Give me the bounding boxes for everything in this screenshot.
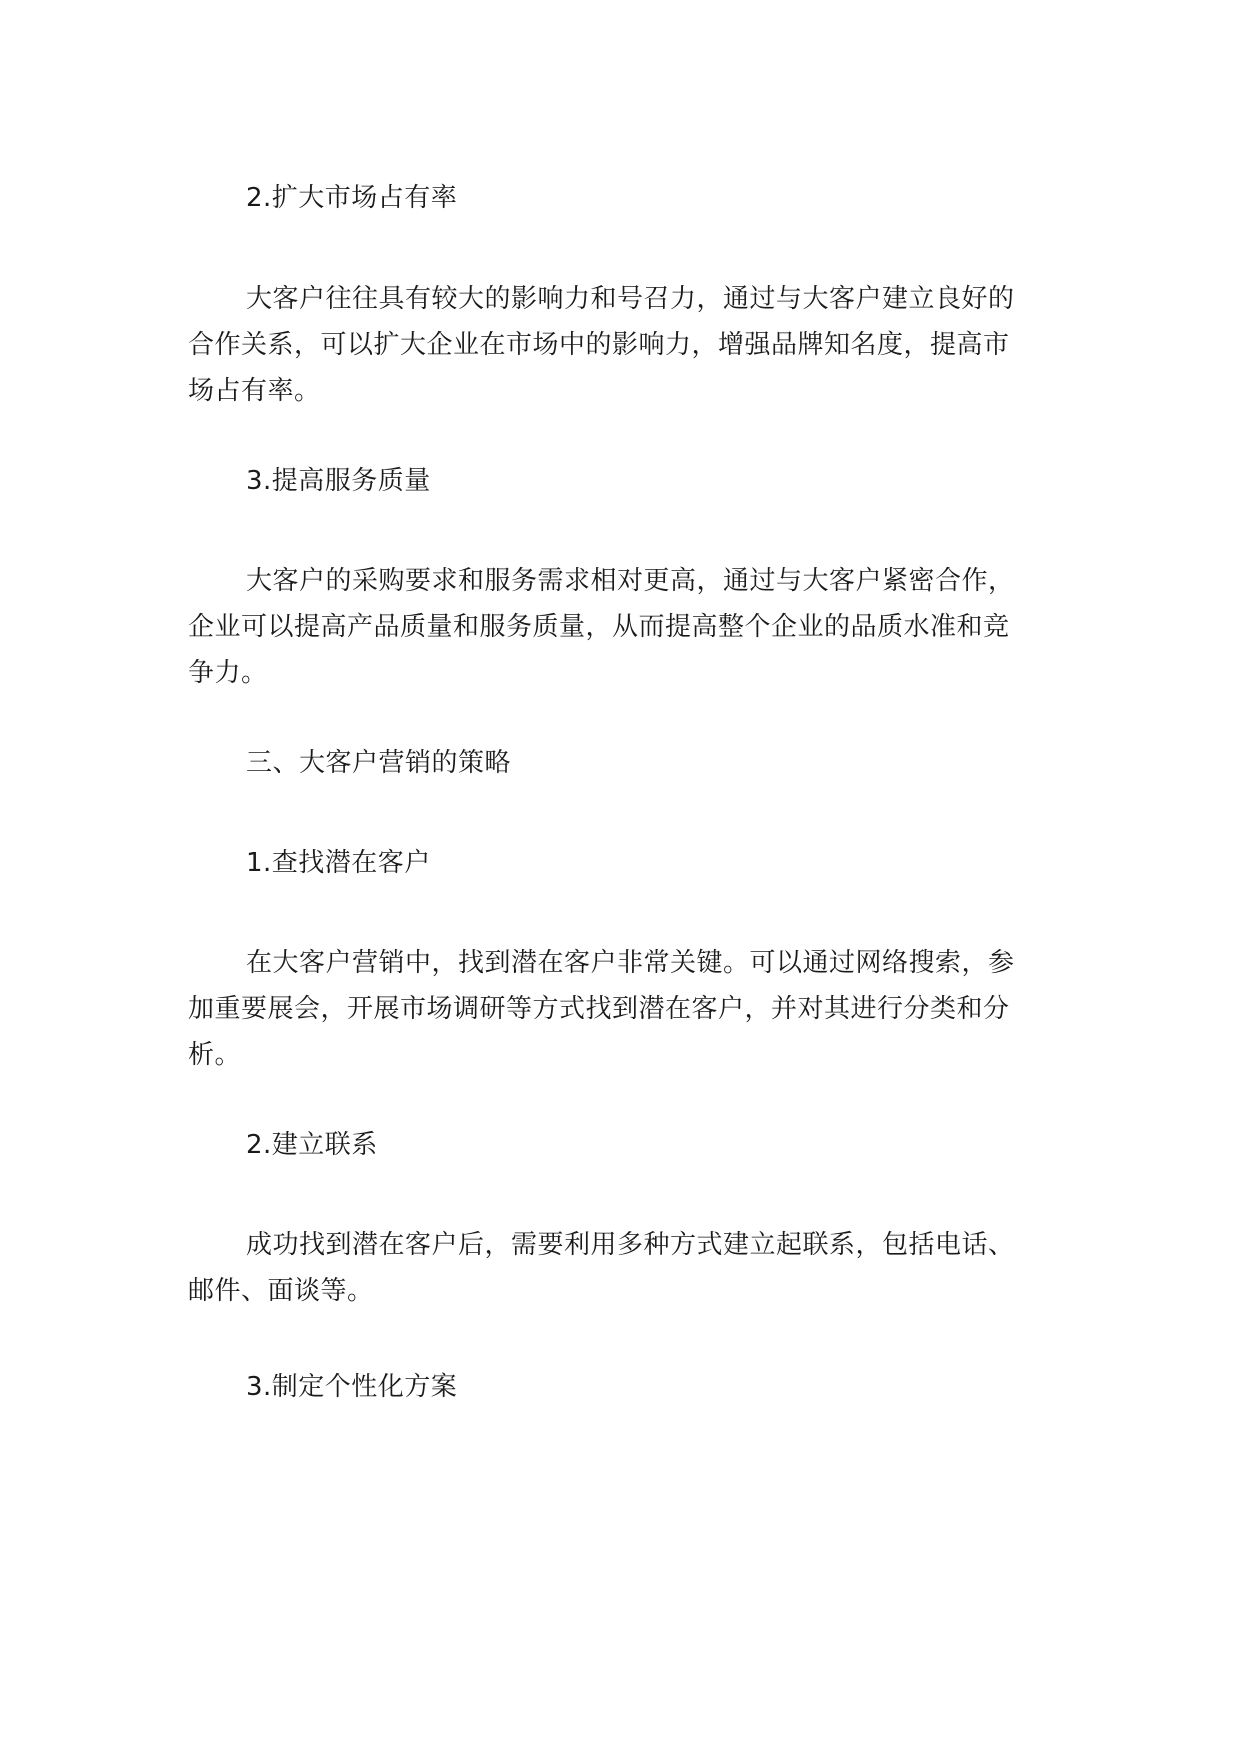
paragraph-line: 析。 [188, 1040, 242, 1070]
paragraph-line: 合作关系，可以扩大企业在市场中的影响力，增强品牌知名度，提高市 [188, 330, 1010, 360]
paragraph [188, 940, 1038, 1078]
paragraph-line: 企业可以提高产品质量和服务质量，从而提高整个企业的品质水准和竞 [188, 612, 1010, 642]
section-heading: 2.建立联系 [246, 1130, 378, 1160]
section-heading: 3.制定个性化方案 [246, 1372, 458, 1402]
paragraph [188, 276, 1038, 414]
paragraph-line: 大客户的采购要求和服务需求相对更高，通过与大客户紧密合作， [246, 566, 1015, 596]
paragraph [188, 558, 1038, 696]
chapter-heading: 三、大客户营销的策略 [246, 748, 512, 778]
paragraph-line: 大客户往往具有较大的影响力和号召力，通过与大客户建立良好的 [246, 284, 1015, 314]
paragraph [188, 1222, 1038, 1314]
paragraph-line: 加重要展会，开展市场调研等方式找到潜在客户，并对其进行分类和分 [188, 994, 1010, 1024]
paragraph-line: 争力。 [188, 658, 268, 688]
paragraph-line: 成功找到潜在客户后，需要利用多种方式建立起联系，包括电话、 [246, 1230, 1015, 1260]
paragraph-line: 场占有率。 [188, 376, 321, 406]
section-heading: 3.提高服务质量 [246, 466, 431, 496]
section-heading: 2.扩大市场占有率 [246, 183, 458, 213]
paragraph-line: 在大客户营销中，找到潜在客户非常关键。可以通过网络搜索，参 [246, 948, 1015, 978]
paragraph-line: 邮件、面谈等。 [188, 1276, 374, 1306]
section-heading: 1.查找潜在客户 [246, 848, 431, 878]
